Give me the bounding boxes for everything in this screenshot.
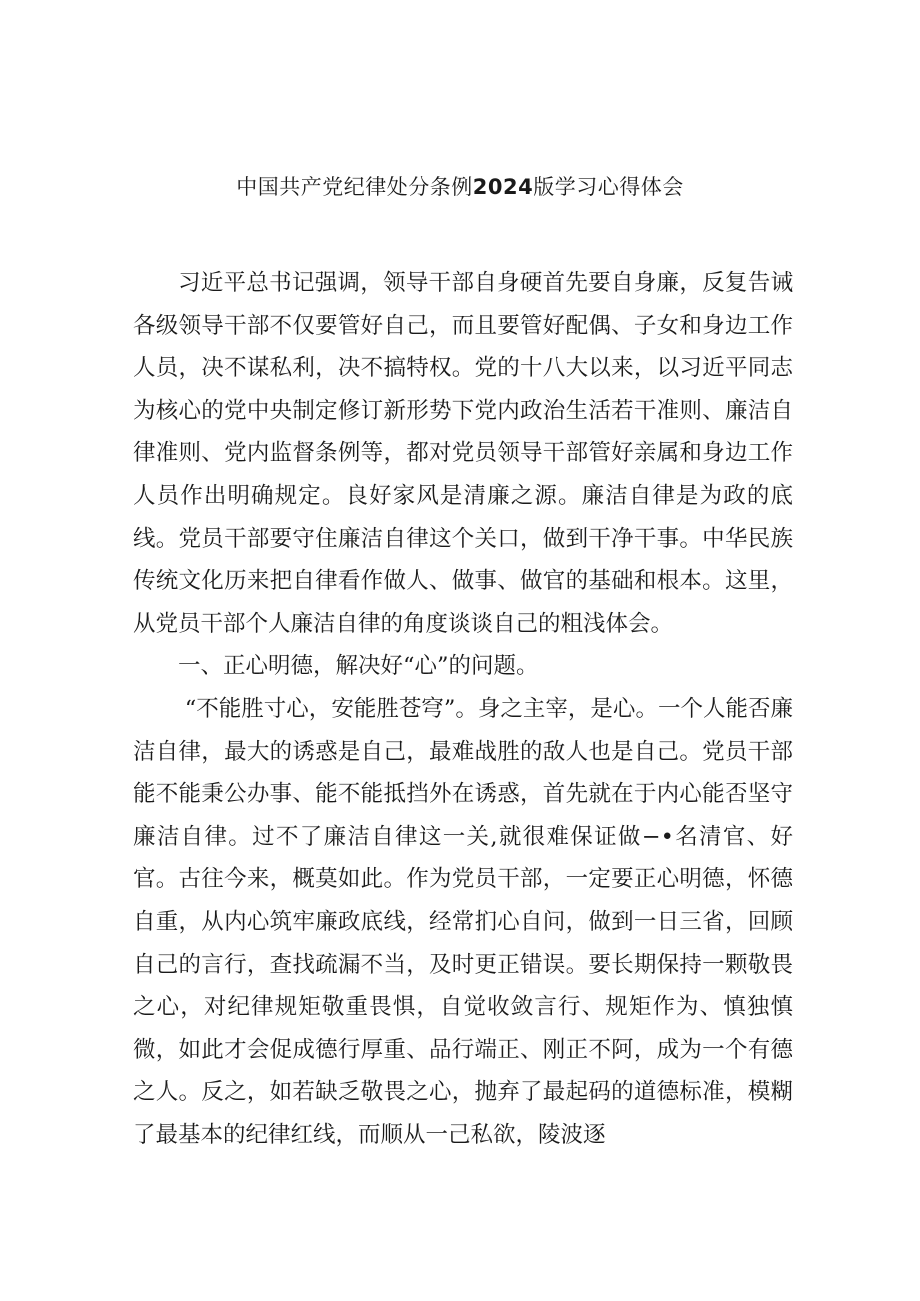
document-title	[0, 172, 920, 202]
section-1-paragraph: “不能胜寸心，安能胜苍穹”。身之主宰，是心。一个人能否廉洁自律，最大的诱惑是自己，最难战胜的敌人也是自己。党员干部能不能秉公办事、能不能抵挡外在诱惑，首先就在于内心能否坚守廉洁自律。过不了廉洁自律这一关,就很难保证做−•名清官、好官。古往今来，概莫如此。作为党员干部，一定要正心明德，怀德自重，从内心筑牢廉政底线，经常扪心自问，做到一日三省，回顾自己的言行，查找疏漏不当，及时更正错误。要长期保持一颗敬畏之心，对纪律规矩敬重畏惧，自觉收敛言行、规矩作为、慎独慎微，如此才会促成德行厚重、品行端正、刚正不阿，成为一个有德之人。反之，如若缺乏敬畏之心，抛弃了最起码的道德标准，模糊了最基本的纪律红线，而顺从一己私欲，陵波逐	[133, 695, 793, 1148]
section-heading-1: 一、正心明德，解决好“心”的问题。	[178, 653, 539, 680]
intro-paragraph: 习近平总书记强调，领导干部自身硬首先要自身廉，反复告诫各级领导干部不仅要管好自己，而且要管好配偶、子女和身边工作人员，决不谋私利，决不搞特权。党的十八大以来，以习近平同志为核心的党中央制定修订新形势下党内政治生活若干准则、廉洁自律准则、党内监督条例等，都对党员领导干部管好亲属和身边工作人员作出明确规定。良好家风是清廉之源。廉洁自律是为政的底线。党员干部要守住廉洁自律这个关口，做到干净干事。中华民族传统文化历来把自律看作做人、做事、做官的基础和根本。这里，从党员干部个人廉洁自律的角度谈谈自己的粗浅体会。	[133, 270, 793, 637]
document-body	[133, 262, 793, 1156]
title-suffix: 版学习心得体会	[533, 175, 684, 199]
title-year: 2024	[472, 175, 534, 199]
title-prefix: 中国共产党纪律处分条例	[236, 175, 473, 199]
